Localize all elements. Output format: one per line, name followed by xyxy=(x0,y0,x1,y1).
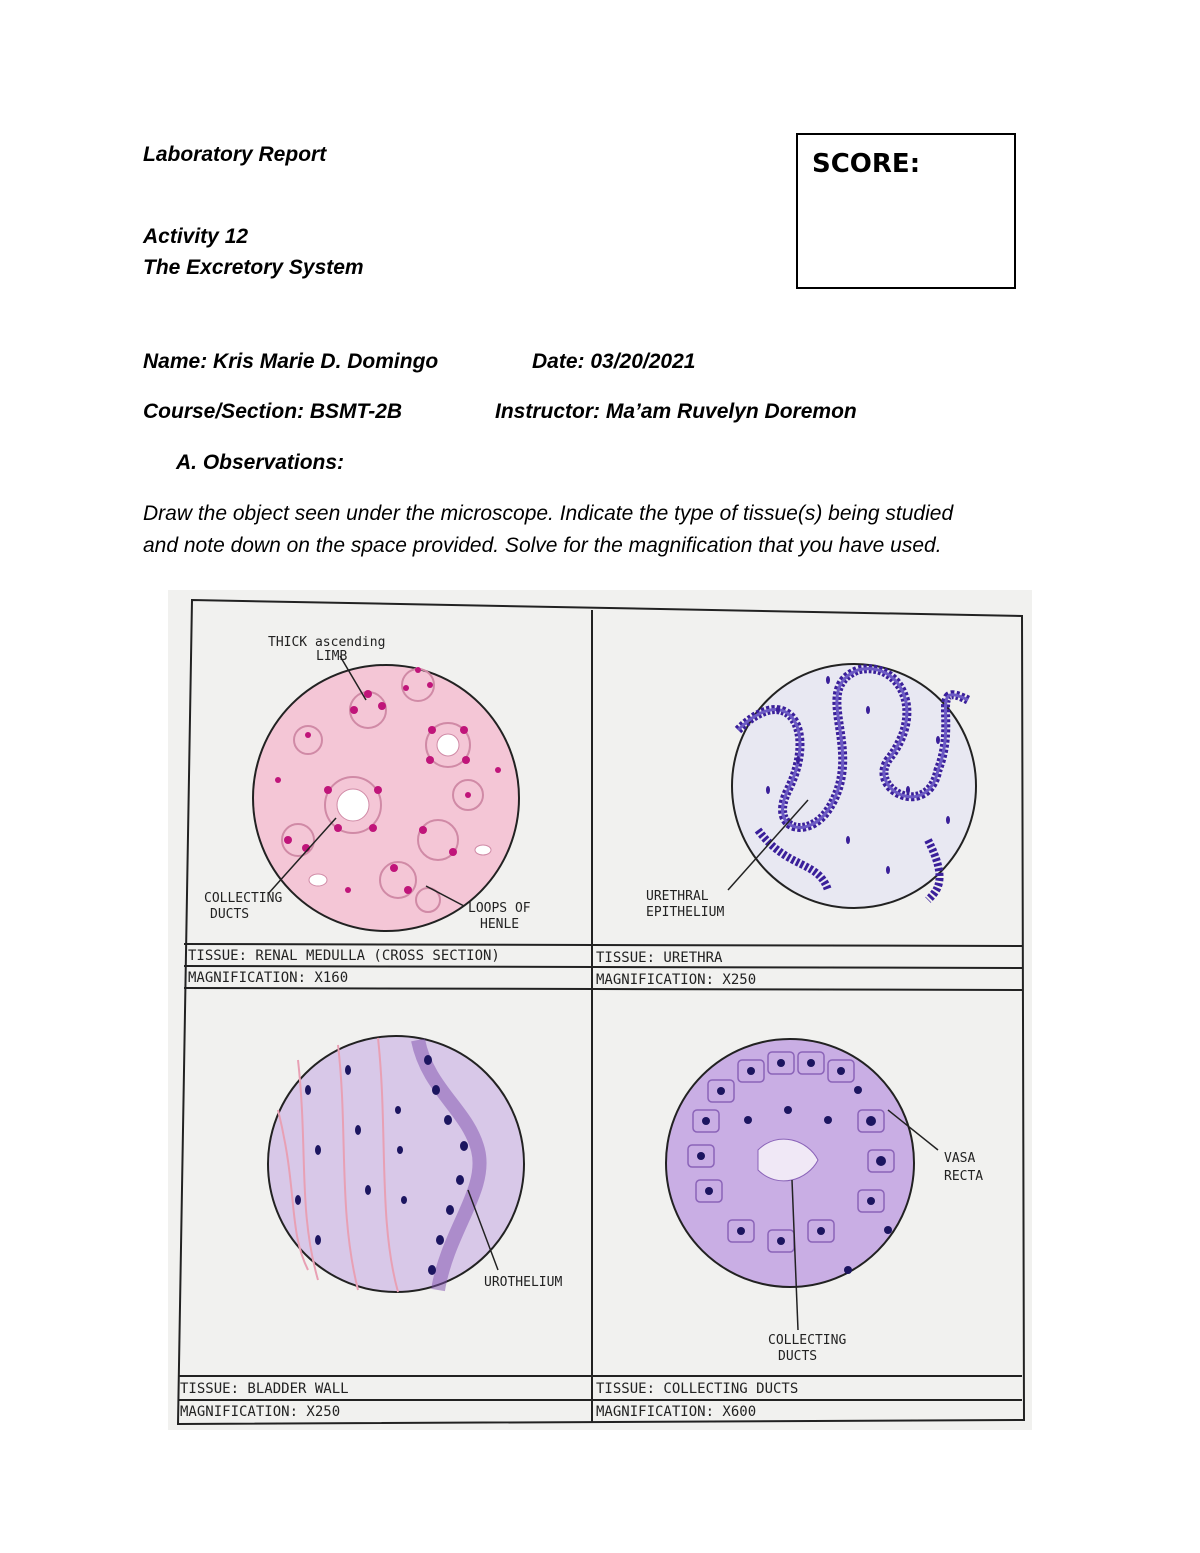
label-loops-of: LOOPS OF xyxy=(468,901,531,916)
collecting-ducts-circle xyxy=(666,1039,914,1287)
panel2-magnification: MAGNIFICATION: X250 xyxy=(596,972,757,988)
instructions-line-2: and note down on the space provided. Solve for the magnification that you have used. xyxy=(143,534,942,557)
panel3-tissue: TISSUE: BLADDER WALL xyxy=(180,1381,349,1397)
label-ducts-2: DUCTS xyxy=(778,1349,818,1364)
instructions-line-1: Draw the object seen under the microscope. Indicate the type of tissue(s) being studied xyxy=(143,502,954,525)
course-section: Course/Section: BSMT-2B xyxy=(143,400,403,423)
bladder-wall-circle xyxy=(268,1036,524,1292)
panel1-magnification: MAGNIFICATION: X160 xyxy=(188,970,349,986)
panel1-tissue: TISSUE: RENAL MEDULLA (CROSS SECTION) xyxy=(188,948,500,964)
panel4-tissue: TISSUE: COLLECTING DUCTS xyxy=(596,1381,799,1397)
activity-number: Activity 12 xyxy=(143,225,249,248)
urethra-circle xyxy=(732,664,976,908)
panel2-tissue: TISSUE: URETHRA xyxy=(596,950,723,966)
report-date: Date: 03/20/2021 xyxy=(532,350,696,373)
score-box xyxy=(796,133,1016,289)
label-henle: HENLE xyxy=(480,917,520,932)
label-collecting-2: COLLECTING xyxy=(768,1333,847,1348)
label-vasa: VASA xyxy=(944,1151,976,1166)
student-name: Name: Kris Marie D. Domingo xyxy=(143,350,439,373)
section-heading: A. Observations: xyxy=(176,451,345,474)
instructor: Instructor: Ma’am Ruvelyn Doremon xyxy=(495,400,857,423)
panel4-magnification: MAGNIFICATION: X600 xyxy=(596,1404,757,1420)
hand-drawn-specimen-photo xyxy=(168,590,1032,1430)
label-ducts-1: DUCTS xyxy=(210,907,250,922)
label-epithelium: EPITHELIUM xyxy=(646,905,725,920)
label-urothelium: UROTHELIUM xyxy=(484,1275,563,1290)
renal-medulla-circle xyxy=(253,665,519,931)
panel3-magnification: MAGNIFICATION: X250 xyxy=(180,1404,341,1420)
label-collecting-1: COLLECTING xyxy=(204,891,283,906)
activity-subject: The Excretory System xyxy=(143,256,364,279)
label-thick-ascending: THICK ascending xyxy=(268,635,386,650)
specimen-drawing xyxy=(168,590,1032,1430)
report-title: Laboratory Report xyxy=(143,143,327,166)
label-recta: RECTA xyxy=(944,1169,984,1184)
label-limb: LIMB xyxy=(316,649,348,664)
score-label: SCORE: xyxy=(812,149,921,179)
label-urethral: URETHRAL xyxy=(646,889,709,904)
